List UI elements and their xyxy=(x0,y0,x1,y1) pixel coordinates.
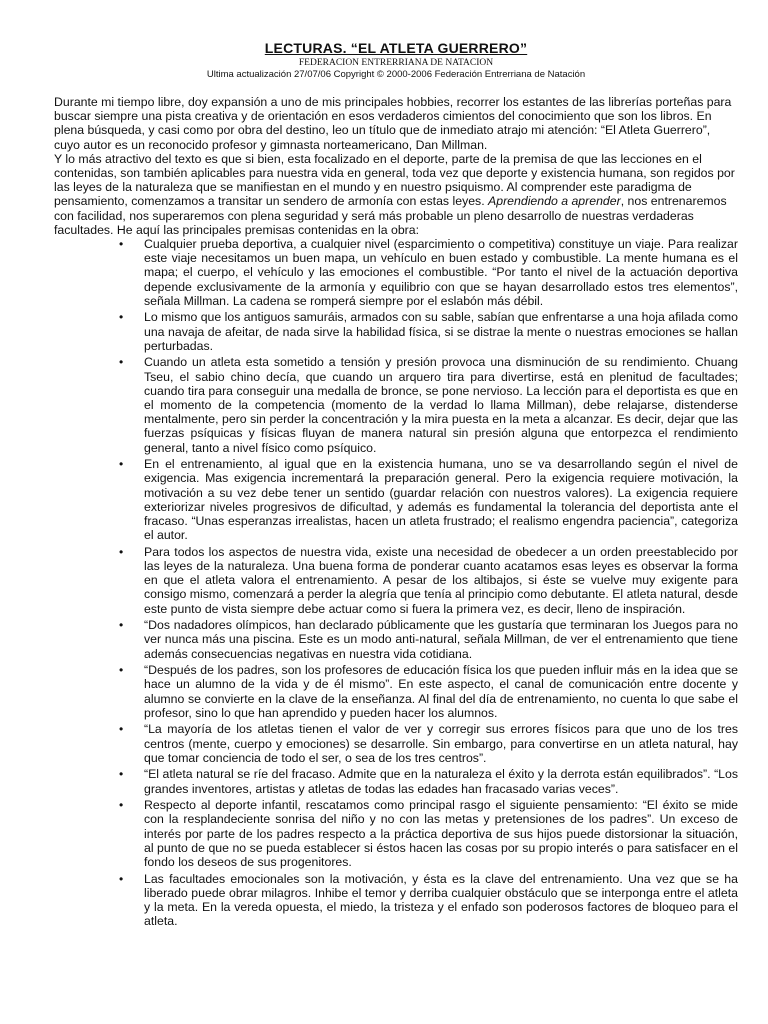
bullet-icon: • xyxy=(119,237,124,252)
intro-paragraph-2-text: Y lo más atractivo del texto es que si bien, esta focalizado en el deporte, parte de la premisa de que las lecciones en el contenidas, son también aplicables para nuestra vida en general, toda vez que deporte y existencia humana, son regidos por las leyes de la naturaleza que se manifiestan en el mundo y en nuestro psiquismo. Al comprender este paradigma de pensamiento, comenzamos a transitar un sendero de armonía con estas leyes. xyxy=(54,151,735,209)
bullet-icon: • xyxy=(119,310,124,325)
bullet-icon: • xyxy=(119,663,124,678)
list-item-text: Respecto al deporte infantil, rescatamos como principal rasgo el siguiente pensamiento: “El éxito se mide con la resplandeciente sonrisa del niño y no con las metas y pretensiones de los padres”. Un exceso de interés por parte de los padres respecto a la práctica deportiva de sus hijos puede distorsionar la situación, al punto de que no se pueda establecer si éstos hacen las cosas por su propio interés o para satisfacer en el fondo los deseos de sus progenitores. xyxy=(144,798,738,870)
bullet-icon: • xyxy=(119,798,124,813)
list-item-text: Cuando un atleta esta sometido a tensión y presión provoca una disminución de su rendimiento. Chuang Tseu, el sabio chino decía, que cuando un arquero tira para divertirse, está en plenitud de facultades; cuando tira para conseguir una medalla de bronce, se pone nervioso. La lección para el deportista es que en el momento de la competencia (momento de la verdad lo llama Millman), debe relajarse, distenderse mentalmente, pero sin perder la concentración y la mira puesta en la meta a alcanzar. Es decir, dejar que las fuerzas psíquicas y físicas fluyan de manera natural sin presión alguna que entorpezca el rendimiento general, tanto a nivel físico como psíquico. xyxy=(144,355,738,455)
list-item xyxy=(119,544,739,616)
list-item-text: En el entrenamiento, al igual que en la existencia humana, uno se va desarrollando según el nivel de exigencia. Mas exigencia incrementará la preparación general. Pero la exigencia requiere motivación, la motivación a su vez debe tener un sentido (guardar relación con nuestros valores). La exigencia requiere exteriorizar niveles progresivos de dificultad, y además es fundamental la tolerancia del deportista ante el fracaso. “Unas esperanzas irrealistas, hacen un atleta frustrado; el realismo engendra paciencia”, categoriza el autor. xyxy=(144,457,738,543)
list-item-text: Las facultades emocionales son la motivación, y ésta es la clave del entrenamiento. Una vez que se ha liberado puede obrar milagros. Inhibe el temor y derriba cualquier obstáculo que se interponga entre el atleta y la meta. En la vereda opuesta, el miedo, la tristeza y el enfado son poderosos factores de bloqueo para el atleta. xyxy=(144,871,738,929)
bullet-icon: • xyxy=(119,457,124,472)
list-item xyxy=(119,871,738,929)
intro-paragraph-2-italic: Aprendiendo a aprender xyxy=(488,194,621,209)
list-item xyxy=(119,767,738,796)
bullet-icon: • xyxy=(119,767,124,782)
bullet-icon: • xyxy=(119,722,124,737)
list-item-text: “El atleta natural se ríe del fracaso. Admite que en la naturaleza el éxito y la derrota están equilibrados”. “Los grandes inventores, artistas y atletas de todas las edades han fracasado varias veces”. xyxy=(144,767,738,796)
bullet-icon: • xyxy=(119,544,124,559)
list-item xyxy=(119,618,738,661)
bullet-icon: • xyxy=(119,871,124,886)
intro-paragraph-2 xyxy=(54,152,738,237)
list-item xyxy=(119,355,738,455)
list-item xyxy=(119,310,739,353)
document-title: LECTURAS. “EL ATLETA GUERRERO” xyxy=(264,40,528,56)
list-item xyxy=(119,663,738,720)
list-item xyxy=(119,798,738,870)
list-item xyxy=(119,237,738,308)
intro-paragraph-2-text-end: , nos entrenaremos con facilidad, nos superaremos con plena seguridad y será más probable un pleno desarrollo de nuestras verdaderas facultades. He aquí las principales premisas contenidas en la obra: xyxy=(54,194,727,237)
bullet-icon: • xyxy=(119,355,124,370)
list-item xyxy=(119,457,738,543)
premises-list xyxy=(54,237,738,928)
list-item-text: Para todos los aspectos de nuestra vida, existe una necesidad de obedecer a un orden preestablecido por las leyes de la naturaleza. Una buena forma de ponderar cuanto acatamos esas leyes es observar la forma en que el atleta valora el entrenamiento. A pesar de los altibajos, si éste se vuelve muy exigente para consigo mismo, comenzará a perder la alegría que tenía al principio como debutante. El atleta natural, desde este punto de vista siempre debe actuar como si fuera la primera vez, es decir, lleno de inspiración. xyxy=(144,544,739,616)
list-item xyxy=(119,722,738,765)
list-item-text: “Después de los padres, son los profesores de educación física los que pueden influir más en la idea que se hace un alumno de la vida y de él mismo”. En este aspecto, el canal de comunicación entre docente y alumno se convierte en la clave de la enseñanza. Al final del día de entrenamiento, no cuenta lo que sabe el profesor, sino lo que han aprendido y pueden hacer los alumnos. xyxy=(144,663,738,720)
bullet-icon: • xyxy=(119,618,124,633)
list-item-text: Lo mismo que los antiguos samuráis, armados con su sable, sabían que enfrentarse a una hoja afilada como una navaja de afeitar, de nada sirve la habilidad física, si se distrae la mente o nuestras emociones se hallan perturbadas. xyxy=(144,310,739,353)
update-copyright-line: Ultima actualización 27/07/06 Copyright © 2000-2006 Federación Entrerriana de Natación xyxy=(206,69,586,80)
list-item-text: “La mayoría de los atletas tienen el valor de ver y corregir sus errores físicos para que uno de los tres centros (mente, cuerpo y emociones) se desarrolle. Sin embargo, para convertirse en un atleta natural, hay que tomar conciencia de todo el ser, o sea de los tres centros”. xyxy=(144,722,738,765)
list-item-text: “Dos nadadores olímpicos, han declarado públicamente que les gustaría que terminaran los Juegos para no ver nunca más una piscina. Este es un modo anti-natural, señala Millman, de ver el entrenamiento que tiene además consecuencias negativas en nuestra vida cotidiana. xyxy=(144,618,738,661)
list-item-text: Cualquier prueba deportiva, a cualquier nivel (esparcimiento o competitiva) constituye un viaje. Para realizar este viaje necesitamos un buen mapa, un vehículo en buen estado y combustible. La mente humana es el mapa; el cuerpo, el vehículo y las emociones el combustible. “Por tanto el nivel de la actuación deportiva depende exclusivamente de la armonía y equilibrio con que se hayan desarrollado estos tres elementos”, señala Millman. La cadena se romperá siempre por el eslabón más débil. xyxy=(144,237,738,308)
organization-name: FEDERACION ENTRERRIANA DE NATACION xyxy=(298,58,494,68)
intro-paragraph-1: Durante mi tiempo libre, doy expansión a uno de mis principales hobbies, recorrer los estantes de las librerías porteñas para buscar siempre una pista creativa y de orientación en esos verdaderos cimientos del conocimiento que son los libros. En plena búsqueda, y casi como por obra del destino, leo un título que de inmediato atrajo mi atención: “El Atleta Guerrero”, cuyo autor es un reconocido profesor y gimnasta norteamericano, Dan Millman. xyxy=(54,95,732,152)
